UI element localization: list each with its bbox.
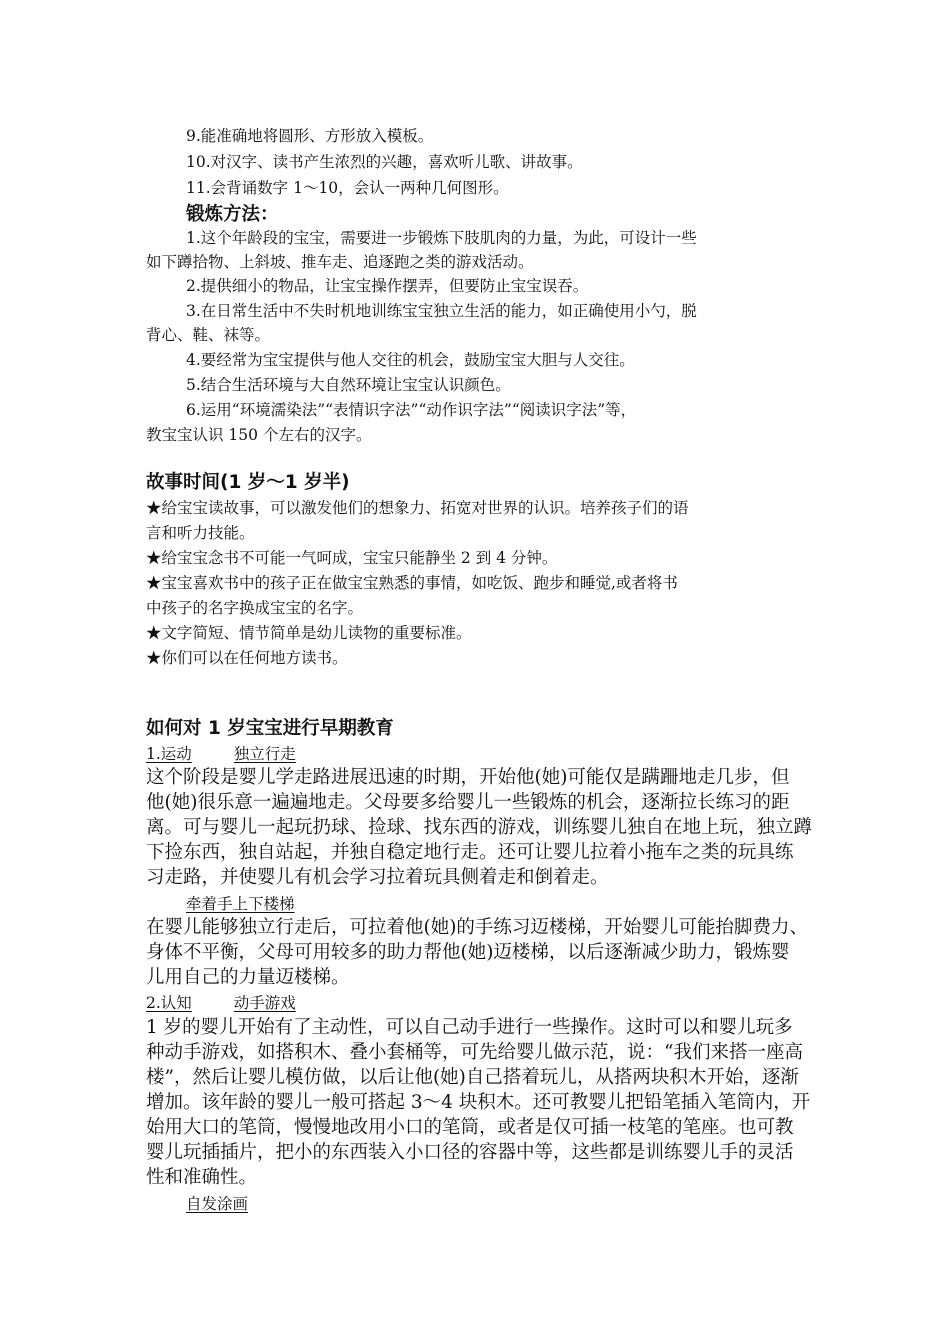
paragraph-line: 背心、鞋、袜等。 bbox=[146, 326, 271, 344]
subsection-title bbox=[186, 1192, 258, 1216]
bullet-line: ★给宝宝念书不可能一气呵成，宝宝只能静坐 2 到 4 分钟。 bbox=[146, 549, 558, 567]
paragraph-line: 婴儿玩插插片，把小的东西装入小口径的容器中等，这些都是训练婴儿手的灵活 bbox=[146, 1142, 794, 1163]
paragraph-line: 楼”，然后让婴儿模仿做，以后让他(她)自己搭着玩儿，从搭两块积木开始，逐渐 bbox=[146, 1067, 799, 1088]
paragraph-line: 1 岁的婴儿开始有了主动性，可以自己动手进行一些操作。这时可以和婴儿玩多 bbox=[146, 1017, 793, 1038]
paragraph-line: 6.运用“环境濡染法”“表情识字法”“动作识字法”“阅读识字法”等， bbox=[186, 401, 637, 419]
paragraph-line: 儿用自己的力量迈楼梯。 bbox=[146, 967, 350, 988]
bullet-line: ★给宝宝读故事，可以激发他们的想象力、拓宽对世界的认识。培养孩子们的语 bbox=[146, 499, 689, 517]
paragraph-line: 如下蹲拾物、上斜坡、推车走、追逐跑之类的游戏活动。 bbox=[146, 253, 534, 271]
list-item: 10.对汉字、读书产生浓烈的兴趣，喜欢听儿歌、讲故事。 bbox=[186, 153, 583, 171]
list-item: 11.会背诵数字 1～10，会认一两种几何图形。 bbox=[186, 179, 509, 197]
list-item: 9.能准确地将圆形、方形放入模板。 bbox=[186, 127, 434, 145]
paragraph-line: 增加。该年龄的婴儿一般可搭起 3～4 块积木。还可教婴儿把铅笔插入笔筒内，开 bbox=[146, 1092, 811, 1113]
paragraph-line: 离。可与婴儿一起玩扔球、捡球、找东西的游戏，训练婴儿独自在地上玩，独立蹲 bbox=[146, 817, 813, 838]
bullet-line: ★文字简短、情节简单是幼儿读物的重要标准。 bbox=[146, 624, 472, 642]
paragraph-line: 习走路，并使婴儿有机会学习拉着玩具侧着走和倒着走。 bbox=[146, 867, 609, 888]
paragraph-line: 身体不平衡，父母可用较多的助力帮他(她)迈楼梯，以后逐渐减少助力，锻炼婴 bbox=[146, 942, 790, 963]
paragraph-line: 这个阶段是婴儿学走路进展迅速的时期，开始他(她)可能仅是蹒跚地走几步，但 bbox=[146, 767, 790, 788]
paragraph-line: 教宝宝认识 150 个左右的汉字。 bbox=[146, 426, 372, 444]
paragraph-line: 4.要经常为宝宝提供与他人交往的机会，鼓励宝宝大胆与人交往。 bbox=[186, 351, 635, 369]
paragraph-line: 性和准确性。 bbox=[146, 1167, 258, 1188]
subsection-title: 牵着手上下楼梯 bbox=[186, 895, 295, 913]
subsection-title-text: 自发涂画 bbox=[186, 1195, 249, 1213]
section-heading-story: 故事时间(1 岁～1 岁半) bbox=[146, 472, 350, 493]
paragraph-line: 2.提供细小的物品，让宝宝操作摆弄，但要防止宝宝误吞。 bbox=[186, 277, 589, 295]
bullet-line: 言和听力技能。 bbox=[146, 524, 255, 542]
paragraph-line: 种动手游戏，如搭积木、叠小套桶等，可先给婴儿做示范，说：“我们来搭一座高 bbox=[146, 1042, 803, 1063]
subsection-label-motor bbox=[146, 742, 336, 766]
paragraph-line: 始用大口的笔筒，慢慢地改用小口的笔筒，或者是仅可插一枝笔的笔座。也可教 bbox=[146, 1117, 794, 1138]
subsection-number: 2.认知 bbox=[146, 994, 192, 1012]
section-heading-education: 如何对 1 岁宝宝进行早期教育 bbox=[146, 718, 394, 739]
subsection-label-cognition bbox=[146, 991, 308, 1015]
paragraph-line: 5.结合生活环境与大自然环境让宝宝认识颜色。 bbox=[186, 376, 511, 394]
paragraph-line: 他(她)很乐意一遍遍地走。父母要多给婴儿一些锻炼的机会，逐渐拉长练习的距 bbox=[146, 792, 790, 813]
paragraph-line: 1.这个年龄段的宝宝，需要进一步锻炼下肢肌肉的力量，为此，可设计一些 bbox=[186, 229, 697, 247]
subsection-title: 独立行走 bbox=[233, 745, 296, 763]
bullet-line: ★宝宝喜欢书中的孩子正在做宝宝熟悉的事情，如吃饭、跑步和睡觉,或者将书 bbox=[146, 574, 678, 592]
subsection-title: 动手游戏 bbox=[233, 994, 296, 1012]
paragraph-line: 下捡东西，独自站起，并独自稳定地行走。还可让婴儿拉着小拖车之类的玩具练 bbox=[146, 842, 794, 863]
bullet-line: 中孩子的名字换成宝宝的名字。 bbox=[146, 599, 364, 617]
section-heading-methods: 锻炼方法： bbox=[186, 204, 279, 225]
paragraph-line: 3.在日常生活中不失时机地训练宝宝独立生活的能力，如正确使用小勺，脱 bbox=[186, 302, 697, 320]
subsection-number: 1.运动 bbox=[146, 745, 192, 763]
bullet-line: ★你们可以在任何地方读书。 bbox=[146, 649, 348, 667]
paragraph-line: 在婴儿能够独立行走后，可拉着他(她)的手练习迈楼梯，开始婴儿可能抬脚费力、 bbox=[146, 917, 808, 938]
